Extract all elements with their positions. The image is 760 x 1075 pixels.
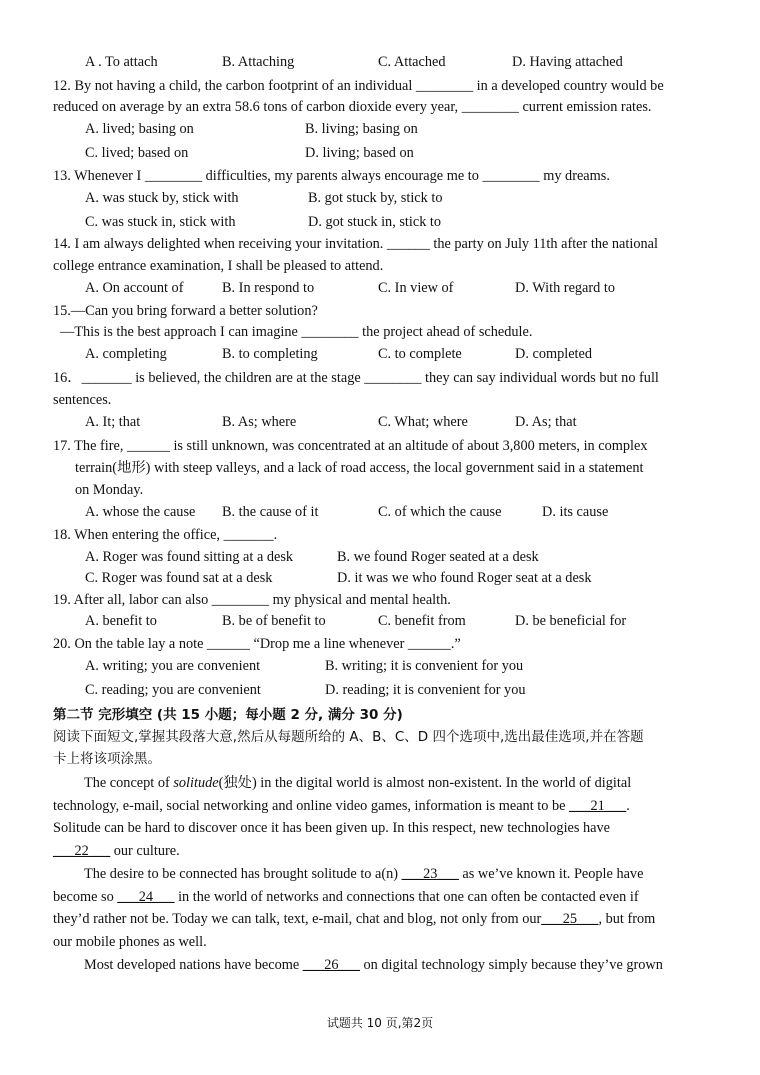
- q20-option-c: C. reading; you are convenient: [85, 682, 261, 698]
- q16-option-b: B. As; where: [222, 414, 297, 430]
- passage-text: on digital technology simply because they’ve grown: [359, 956, 663, 973]
- q19-option-c: C. benefit from: [378, 613, 466, 629]
- q15-option-c: C. to complete: [378, 346, 462, 362]
- q11-option-d: D. Having attached: [512, 54, 623, 70]
- q19-option-b: B. be of benefit to: [222, 613, 326, 629]
- q17-option-d: D. its cause: [542, 504, 609, 520]
- q17-option-c: C. of which the cause: [378, 504, 502, 520]
- passage-p1-line-1: [53, 772, 709, 795]
- q16-option-c: C. What; where: [378, 414, 468, 430]
- q14-option-d: D. With regard to: [515, 280, 616, 296]
- q12-option-c: C. lived; based on: [85, 145, 189, 161]
- q16-stem-line-1: 16．_______ is believed, the children are at the stage ________ they can say individual words but no full: [53, 370, 659, 386]
- passage-text: in the world of networks and connections that one can often be contacted even if: [174, 888, 639, 905]
- q15-option-b: B. to completing: [222, 346, 318, 362]
- passage-p2-line-1: [53, 863, 709, 886]
- q13-option-d: D. got stuck in, stick to: [308, 214, 442, 230]
- q15-option-d: D. completed: [515, 346, 593, 362]
- q14-option-c: C. In view of: [378, 280, 454, 296]
- passage-text: The desire to be connected has brought solitude to a(n): [84, 865, 402, 882]
- q15-stem-line-1: 15.—Can you bring forward a better solution?: [53, 303, 318, 319]
- q14-stem-line-1: 14. I am always delighted when receiving your invitation. ______ the party on July 11th after the national: [53, 236, 658, 252]
- q14-option-a: A. On account of: [85, 280, 184, 296]
- passage-p3-line-1: [53, 954, 709, 977]
- blank-22: ___22___: [53, 843, 111, 860]
- q20-stem-line-1: 20. On the table lay a note ______ “Drop me a line whenever ______.”: [53, 636, 461, 652]
- passage-text: our culture.: [110, 843, 180, 860]
- section-2-title: 第二节 完形填空 (共 15 小题；每小题 2 分, 满分 30 分): [53, 707, 403, 723]
- section-2-instructions-line-1: 阅读下面短文,掌握其段落大意,然后从每题所给的 A、B、C、D 四个选项中,选出最佳选项,并在答题: [53, 729, 644, 745]
- q17-stem-line-2: terrain(地形) with steep valleys, and a lack of road access, the local government said in a statement: [75, 460, 644, 476]
- q17-option-a: A. whose the cause: [85, 504, 196, 520]
- q18-option-c: C. Roger was found sat at a desk: [85, 570, 273, 586]
- q18-option-b: B. we found Roger seated at a desk: [337, 549, 539, 565]
- section-2-instructions-line-2: 卡上将该项涂黑。: [53, 751, 161, 767]
- passage-p1-line-4: [53, 840, 709, 863]
- passage-italic-term: solitude: [173, 775, 219, 791]
- passage-p2-line-2: [53, 886, 709, 909]
- q12-option-d: D. living; based on: [305, 145, 414, 161]
- q19-stem-line-1: 19. After all, labor can also ________ my physical and mental health.: [53, 592, 451, 608]
- passage-text: .: [626, 797, 630, 814]
- q12-option-a: A. lived; basing on: [85, 121, 194, 137]
- passage-p2-line-4: our mobile phones as well.: [53, 933, 207, 950]
- page-footer: 试题共 10 页,第2页: [326, 1016, 434, 1030]
- q20-option-a: A. writing; you are convenient: [85, 658, 261, 674]
- q12-stem-line-1: 12. By not having a child, the carbon footprint of an individual ________ in a developed country would be: [53, 78, 664, 94]
- blank-21: ___21___: [569, 797, 627, 814]
- blank-23: ___23___: [401, 865, 459, 882]
- q20-option-b: B. writing; it is convenient for you: [325, 658, 524, 674]
- q13-option-c: C. was stuck in, stick with: [85, 214, 236, 230]
- q13-option-b: B. got stuck by, stick to: [308, 190, 443, 206]
- blank-26: ___26___: [302, 956, 360, 973]
- q12-stem-line-2: reduced on average by an extra 58.6 tons of carbon dioxide every year, ________ current emission rates.: [53, 99, 652, 115]
- blank-24: ___24___: [117, 888, 175, 905]
- passage-text: The concept of: [84, 775, 174, 791]
- q13-option-a: A. was stuck by, stick with: [85, 190, 239, 206]
- passage-text: Most developed nations have become: [84, 956, 303, 973]
- q17-stem-line-1: 17. The fire, ______ is still unknown, was concentrated at an altitude of about 3,800 meters, in complex: [53, 438, 648, 454]
- q19-option-a: A. benefit to: [85, 613, 157, 629]
- q15-stem-line-2: —This is the best approach I can imagine ________ the project ahead of schedule.: [60, 324, 533, 340]
- q16-option-a: A. It; that: [85, 414, 141, 430]
- passage-text: become so: [53, 888, 118, 905]
- q14-option-b: B. In respond to: [222, 280, 315, 296]
- passage-p1-line-3: Solitude can be hard to discover once it has been given up. In this respect, new technologies have: [53, 820, 611, 837]
- passage-text: they’d rather not be. Today we can talk, text, e-mail, chat and blog, not only from our: [53, 911, 542, 928]
- passage-text: as we’ve known it. People have: [458, 865, 644, 882]
- blank-25: ___25___: [541, 911, 599, 928]
- q11-option-c: C. Attached: [378, 54, 446, 70]
- q16-option-d: D. As; that: [515, 414, 577, 430]
- q20-option-d: D. reading; it is convenient for you: [325, 682, 526, 698]
- passage-p2-line-3: [53, 908, 709, 931]
- q15-option-a: A. completing: [85, 346, 167, 362]
- q18-option-d: D. it was we who found Roger seat at a desk: [337, 570, 592, 586]
- passage-p1-line-2: [53, 795, 709, 818]
- q18-option-a: A. Roger was found sitting at a desk: [85, 549, 294, 565]
- passage-text: , but from: [598, 911, 656, 928]
- q18-stem-line-1: 18. When entering the office, _______.: [53, 527, 278, 543]
- q12-option-b: B. living; basing on: [305, 121, 418, 137]
- passage-text: technology, e-mail, social networking and online video games, information is meant to be: [53, 797, 570, 814]
- q16-stem-line-2: sentences.: [53, 392, 112, 408]
- passage-text: (独处) in the digital world is almost non-existent. In the world of digital: [218, 775, 632, 791]
- q17-stem-line-3: on Monday.: [75, 482, 144, 498]
- q11-option-b: B. Attaching: [222, 54, 295, 70]
- q19-option-d: D. be beneficial for: [515, 613, 627, 629]
- q17-option-b: B. the cause of it: [222, 504, 319, 520]
- q13-stem-line-1: 13. Whenever I ________ difficulties, my parents always encourage me to ________ my dreams.: [53, 168, 610, 184]
- q11-option-a: A . To attach: [85, 54, 158, 70]
- q14-stem-line-2: college entrance examination, I shall be pleased to attend.: [53, 258, 384, 274]
- cloze-passage: [53, 772, 709, 976]
